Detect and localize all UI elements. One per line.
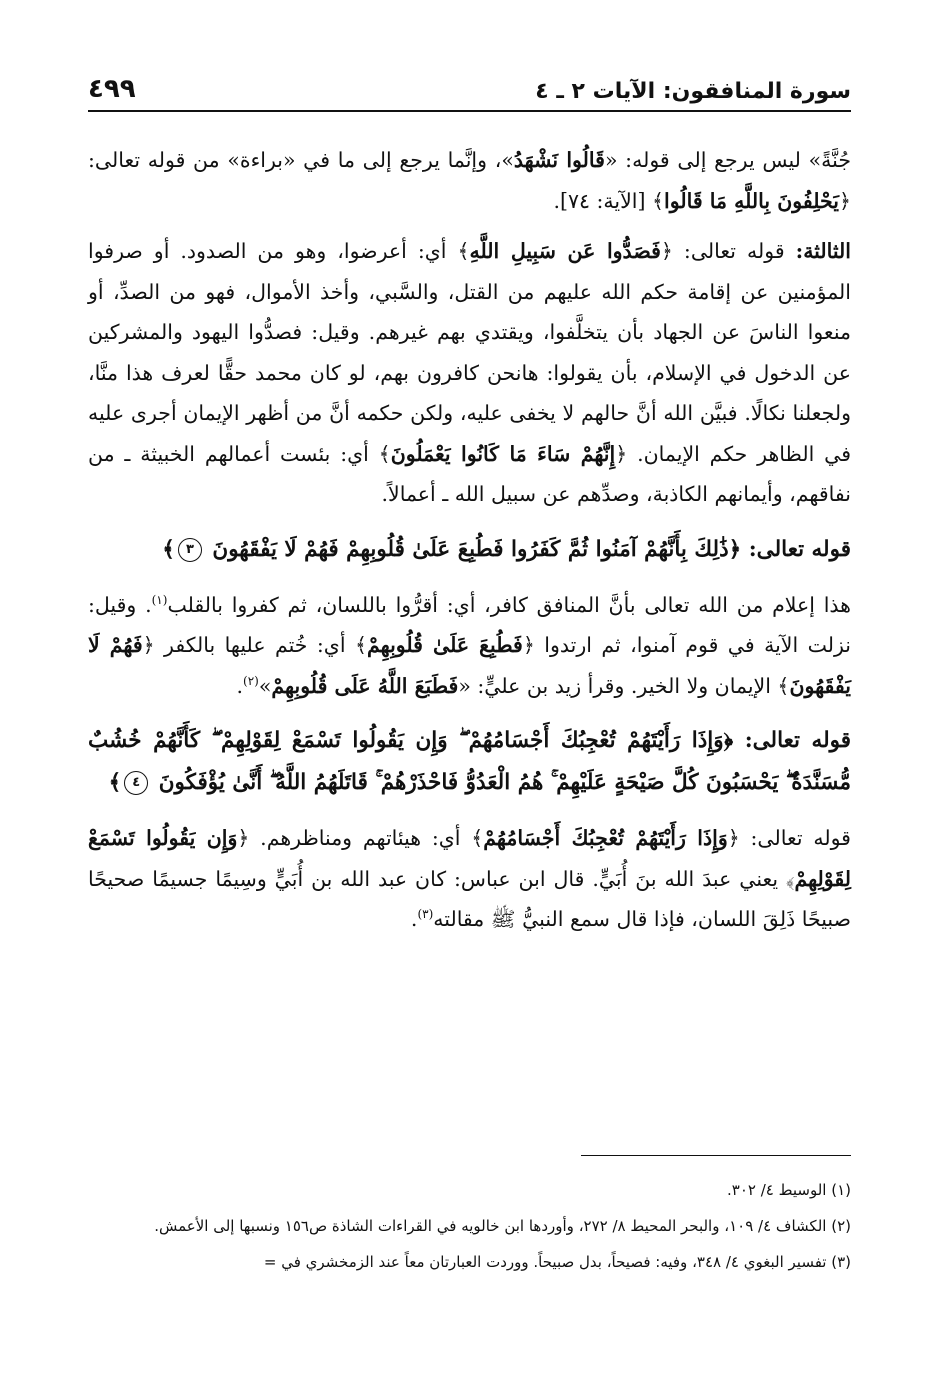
verse-text: ﴿وَإِذَا رَأَيْتَهُمْ تُعْجِبُكَ أَجْسَامُهُمْ ۖ وَإِن يَقُولُوا تَسْمَعْ لِقَوْلِهِمْ ۖ كَأَنَّهُمْ خُشُبٌ مُّسَنَّدَةٌ ۖ يَحْسَبُونَ كُلَّ صَيْحَةٍ عَلَيْهِمْ ۚ هُمُ الْعَدُوُّ فَاحْذَرْهُمْ ۚ قَاتَلَهُمُ اللَّهُ ۖ أَنَّىٰ يُؤْفَكُونَ bbox=[88, 728, 851, 795]
quran-quote: فَصَدُّوا عَن سَبِيلِ اللَّهِ bbox=[469, 239, 661, 263]
quran-quote: فَطُبِعَ عَلَىٰ قُلُوبِهِمْ bbox=[366, 633, 523, 657]
text-run: ﴾ الإيمان ولا الخير. وقرأ زيد بن عليٍّ: « bbox=[458, 673, 790, 698]
quran-quote: إِنَّهُمْ سَاءَ مَا كَانُوا يَعْمَلُونَ bbox=[390, 441, 616, 466]
text-run: ﴾ يعني عبدَ الله بنَ أُبَيٍّ. قال ابن عباس: كان عبد الله بن أُبَيٍّ وسِيمًا جسيمًا صحيحًا صبيحًا ذَلِقَ اللسان، فإذا قال سمع النبيُّ ﷺ مقالته bbox=[88, 866, 851, 931]
quote-text: قَالُوا نَشْهَدُ bbox=[513, 148, 605, 172]
quran-quote: يَحْلِفُونَ بِاللَّهِ مَا قَالُوا bbox=[664, 188, 839, 213]
header-title: سورة المنافقون: الآيات ٢ ـ ٤ bbox=[535, 79, 851, 104]
footnote-ref[interactable]: (١) bbox=[151, 592, 168, 607]
text-run: »، وإنَّما يرجع إلى ما في «براءة» من قوله تعالى: ﴿ bbox=[88, 148, 851, 213]
quran-quote: فَهُمْ لَا يَفْقَهُونَ bbox=[88, 633, 851, 698]
paragraph-4 bbox=[88, 818, 851, 940]
text-run: ﴾ أي: هيئاتهم ومناظرهم. ﴿ bbox=[237, 826, 484, 850]
verse-number-marker: ٣ bbox=[178, 538, 202, 562]
verse-text: ﴿ذَٰلِكَ بِأَنَّهُمْ آمَنُوا ثُمَّ كَفَرُوا فَطُبِعَ عَلَىٰ قُلُوبِهِمْ فَهُمْ لَا يَفْقَهُونَ bbox=[212, 536, 742, 562]
section-lead: الثالثة: bbox=[795, 239, 851, 263]
paragraph-2 bbox=[88, 231, 851, 515]
verse-4-heading bbox=[88, 720, 851, 804]
quran-quote: وَإِذَا رَأَيْتَهُمْ تُعْجِبُكَ أَجْسَامُهُمْ bbox=[483, 826, 728, 850]
verse-lead: قوله تعالى: bbox=[733, 728, 851, 753]
text-run: هذا إعلام من الله تعالى بأنَّ المنافق كافر، أي: أقرُّوا باللسان، ثم كفروا بالقلب bbox=[167, 592, 851, 617]
text-run: قوله تعالى: ﴿ bbox=[727, 826, 851, 850]
footnote-ref[interactable]: (٢) bbox=[243, 673, 259, 688]
text-run: ﴾ أي: أعرضوا، وهو من الصدود. أو صرفوا المؤمنين عن إقامة حكم الله عليهم من القتل، والسَّبي، وأخذ الأموال، فهو من الصدِّ، أو منعوا الناسَ عن الجهاد بأن يتخلَّفوا، ويقتدي بهم غيرهم. وقيل: فصدُّوا اليهود والمشركين عن الدخول في الإسلام، بأن يقولوا: هانحن كافرون بهم، لو كان محمد حقًّا لعرف هذا منَّا، ولجعلنا نكالًا. فبيَّن الله أنَّ حالهم لا يخفى عليه، ولكن حكمه أنَّ من أظهر الإيمان أجرى عليه في الظاهر حكم الإيمان. ﴿ bbox=[88, 239, 852, 466]
quote-text: فَطَبَعَ اللَّهُ عَلَى قُلُوبِهِمْ bbox=[271, 673, 459, 698]
page-number: ٤٩٩ bbox=[88, 74, 136, 104]
text-run: ﴾ أي: بئست أعمالهم الخبيثة ـ من نفاقهم، وأيمانهم الكاذبة، وصدِّهم عن سبيل الله ـ أعمالاً. bbox=[88, 441, 851, 506]
verse-number-marker: ٤ bbox=[124, 771, 148, 795]
text-run: قوله تعالى: ﴿ bbox=[660, 239, 796, 263]
verse-lead: قوله تعالى: bbox=[741, 536, 851, 562]
footnote-3: (٣) تفسير البغوي ٤/ ٣٤٨، وفيه: فصيحاً، بدل صبيحاً. ووردت العبارتان معاً عند الزمخشري في = bbox=[263, 1253, 851, 1271]
quran-quote: وَإِن يَقُولُوا تَسْمَعْ لِقَوْلِهِمْ bbox=[88, 826, 851, 891]
footnote-1: (١) الوسيط ٤/ ٣٠٢. bbox=[727, 1181, 851, 1199]
text-run: » bbox=[258, 673, 272, 698]
text-run: . bbox=[410, 907, 418, 931]
paragraph-1 bbox=[88, 140, 851, 221]
main-text bbox=[88, 140, 851, 950]
verse-3-heading bbox=[88, 529, 851, 571]
verse-close-bracket: ﴾ bbox=[162, 536, 175, 562]
verse-close-bracket: ﴾ bbox=[108, 770, 122, 795]
text-run: ﴾ [الآية: ٧٤]. bbox=[553, 188, 665, 213]
paragraph-3 bbox=[88, 585, 851, 707]
running-header bbox=[88, 60, 851, 112]
text-run: ﴾ أي: خُتم عليها بالكفر ﴿ bbox=[142, 633, 367, 657]
text-run: جُنَّةً» ليس يرجع إلى قوله: « bbox=[604, 148, 851, 172]
footnote-divider bbox=[581, 1155, 851, 1156]
text-run: . bbox=[236, 673, 244, 698]
footnotes bbox=[88, 1175, 851, 1283]
text-run: . وقيل: نزلت الآية في قوم آمنوا، ثم ارتدوا ﴿ bbox=[88, 592, 851, 657]
footnote-ref[interactable]: (٣) bbox=[417, 907, 434, 922]
footnote-2: (٢) الكشاف ٤/ ١٠٩، والبحر المحيط ٨/ ٢٧٢، وأوردها ابن خالويه في القراءات الشاذة ص١٥٦ ونسبها إلى الأعمش. bbox=[154, 1217, 851, 1235]
